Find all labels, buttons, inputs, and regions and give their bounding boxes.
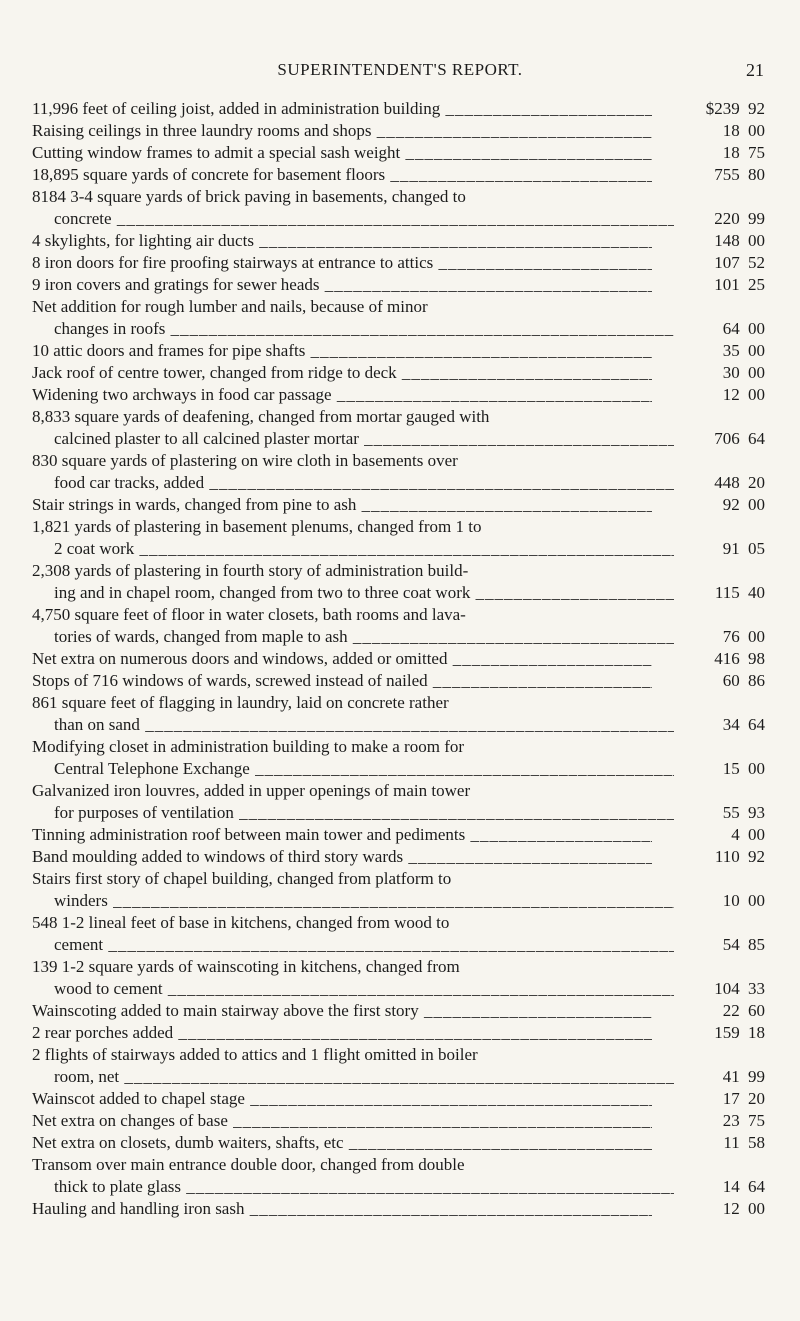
expense-entry: [32, 604, 765, 648]
entry-amount: 755 80: [714, 165, 765, 184]
entry-description-line: Raising ceilings in three laundry rooms and shops _____: [32, 120, 652, 142]
entry-amount: 54 85: [722, 935, 765, 954]
expense-entry: [32, 846, 765, 868]
expense-entry: [32, 1154, 765, 1198]
entry-description-line: for purposes of ventilation _____: [32, 802, 674, 824]
entry-amount: 11 58: [723, 1133, 765, 1152]
entry-description-line: room, net _____: [32, 1066, 674, 1088]
expense-entry: [32, 296, 765, 340]
entry-amount: 12 00: [722, 1199, 765, 1218]
expense-entry: [32, 736, 765, 780]
entry-description-line: wood to cement _____: [32, 978, 674, 1000]
entry-description-line: concrete _____: [32, 208, 674, 230]
expense-entry: [32, 362, 765, 384]
entry-description-line: Stairs first story of chapel building, changed from platform to: [32, 869, 452, 888]
entry-amount: 4 00: [731, 825, 765, 844]
expense-entry: [32, 274, 765, 296]
entry-description-line: 9 iron covers and gratings for sewer heads _____: [32, 274, 652, 296]
entry-description-line: Net addition for rough lumber and nails, because of minor: [32, 297, 428, 316]
expense-entry: [32, 230, 765, 252]
expense-entry: [32, 1132, 765, 1154]
entry-amount: 17 20: [722, 1089, 765, 1108]
entry-description-line: Tinning administration roof between main tower and pediments _____: [32, 824, 652, 846]
entry-description-line: calcined plaster to all calcined plaster mortar _____: [32, 428, 674, 450]
entry-description-line: winders _____: [32, 890, 674, 912]
entry-amount: 115 40: [714, 583, 765, 602]
entry-description-line: Net extra on numerous doors and windows, added or omitted _____: [32, 648, 652, 670]
expense-entry: [32, 142, 765, 164]
expense-entry: [32, 1110, 765, 1132]
entry-description-line: cement _____: [32, 934, 674, 956]
expense-entry: [32, 648, 765, 670]
entry-amount: 10 00: [722, 891, 765, 910]
entry-description-line: 4,750 square feet of floor in water closets, bath rooms and lava-: [32, 605, 466, 624]
running-title: SUPERINTENDENT'S REPORT.: [277, 60, 523, 79]
entry-amount: 12 00: [722, 385, 765, 404]
entry-description-line: Modifying closet in administration building to make a room for: [32, 737, 465, 756]
entry-amount: 159 18: [714, 1023, 765, 1042]
entry-description-line: Wainscot added to chapel stage _____: [32, 1088, 652, 1110]
entry-amount: 18 75: [722, 143, 765, 162]
entry-description-line: 18,895 square yards of concrete for basement floors _____: [32, 164, 652, 186]
entry-description-line: changes in roofs _____: [32, 318, 674, 340]
entry-amount: 30 00: [722, 363, 765, 382]
entry-description-line: Band moulding added to windows of third story wards _____: [32, 846, 652, 868]
entry-description-line: 2 rear porches added _____: [32, 1022, 652, 1044]
entry-description-line: Wainscoting added to main stairway above the first story _____: [32, 1000, 652, 1022]
entry-description-line: Stops of 716 windows of wards, screwed instead of nailed _____: [32, 670, 652, 692]
expense-list: [32, 98, 765, 1220]
expense-entry: [32, 252, 765, 274]
entry-amount: 110 92: [714, 847, 765, 866]
entry-amount: 35 00: [722, 341, 765, 360]
entry-description-line: 830 square yards of plastering on wire cloth in basements over: [32, 451, 458, 470]
expense-entry: [32, 1044, 765, 1088]
entry-description-line: Stair strings in wards, changed from pine to ash _____: [32, 494, 652, 516]
expense-entry: [32, 780, 765, 824]
entry-description-line: Galvanized iron louvres, added in upper openings of main tower: [32, 781, 471, 800]
expense-entry: [32, 670, 765, 692]
entry-amount: 92 00: [722, 495, 765, 514]
expense-entry: [32, 1022, 765, 1044]
expense-entry: [32, 824, 765, 846]
entry-description-line: Central Telephone Exchange _____: [32, 758, 674, 780]
expense-entry: [32, 1198, 765, 1220]
page-number: 21: [746, 60, 764, 80]
entry-description-line: food car tracks, added _____: [32, 472, 674, 494]
expense-entry: [32, 120, 765, 142]
expense-entry: [32, 406, 765, 450]
entry-description-line: 11,996 feet of ceiling joist, added in administration building _____: [32, 98, 652, 120]
entry-amount: 41 99: [722, 1067, 765, 1086]
entry-amount: $239 92: [705, 99, 765, 118]
entry-amount: 23 75: [722, 1111, 765, 1130]
expense-entry: [32, 384, 765, 406]
entry-amount: 107 52: [714, 253, 765, 272]
expense-entry: [32, 868, 765, 912]
entry-description-line: ing and in chapel room, changed from two to three coat work _____: [32, 582, 674, 604]
entry-description-line: Hauling and handling iron sash _____: [32, 1198, 652, 1220]
entry-description-line: 2 flights of stairways added to attics and 1 flight omitted in boiler: [32, 1045, 478, 1064]
entry-description-line: Transom over main entrance double door, changed from double: [32, 1155, 465, 1174]
entry-amount: 448 20: [714, 473, 765, 492]
expense-entry: [32, 98, 765, 120]
expense-entry: [32, 516, 765, 560]
entry-description-line: 8184 3-4 square yards of brick paving in basements, changed to: [32, 187, 466, 206]
entry-description-line: Net extra on closets, dumb waiters, shafts, etc _____: [32, 1132, 652, 1154]
entry-amount: 34 64: [722, 715, 765, 734]
entry-amount: 18 00: [722, 121, 765, 140]
expense-entry: [32, 186, 765, 230]
entry-description-line: 1,821 yards of plastering in basement plenums, changed from 1 to: [32, 517, 482, 536]
entry-description-line: 139 1-2 square yards of wainscoting in kitchens, changed from: [32, 957, 460, 976]
expense-entry: [32, 340, 765, 362]
entry-amount: 101 25: [714, 275, 765, 294]
expense-entry: [32, 164, 765, 186]
entry-description-line: 4 skylights, for lighting air ducts _____: [32, 230, 652, 252]
entry-amount: 64 00: [722, 319, 765, 338]
entry-description-line: tories of wards, changed from maple to ash _____: [32, 626, 674, 648]
entry-description-line: 10 attic doors and frames for pipe shafts _____: [32, 340, 652, 362]
entry-description-line: Jack roof of centre tower, changed from ridge to deck _____: [32, 362, 652, 384]
expense-entry: [32, 692, 765, 736]
entry-description-line: 8 iron doors for fire proofing stairways at entrance to attics _____: [32, 252, 652, 274]
entry-amount: 91 05: [722, 539, 765, 558]
entry-description-line: 2,308 yards of plastering in fourth story of administration build-: [32, 561, 469, 580]
entry-amount: 55 93: [722, 803, 765, 822]
entry-amount: 104 33: [714, 979, 765, 998]
entry-description-line: Cutting window frames to admit a special sash weight _____: [32, 142, 652, 164]
entry-amount: 14 64: [722, 1177, 765, 1196]
entry-amount: 148 00: [714, 231, 765, 250]
entry-description-line: than on sand _____: [32, 714, 674, 736]
expense-entry: [32, 560, 765, 604]
entry-description-line: Net extra on changes of base _____: [32, 1110, 652, 1132]
entry-amount: 60 86: [722, 671, 765, 690]
entry-amount: 416 98: [714, 649, 765, 668]
expense-entry: [32, 956, 765, 1000]
expense-entry: [32, 1088, 765, 1110]
expense-entry: [32, 912, 765, 956]
entry-description-line: thick to plate glass _____: [32, 1176, 674, 1198]
entry-amount: 15 00: [722, 759, 765, 778]
entry-description-line: 8,833 square yards of deafening, changed from mortar gauged with: [32, 407, 490, 426]
entry-description-line: 2 coat work _____: [32, 538, 674, 560]
entry-description-line: Widening two archways in food car passage _____: [32, 384, 652, 406]
entry-amount: 220 99: [714, 209, 765, 228]
expense-entry: [32, 450, 765, 494]
entry-amount: 22 60: [722, 1001, 765, 1020]
expense-entry: [32, 1000, 765, 1022]
expense-entry: [32, 494, 765, 516]
entry-amount: 76 00: [722, 627, 765, 646]
entry-description-line: 548 1-2 lineal feet of base in kitchens, changed from wood to: [32, 913, 450, 932]
entry-amount: 706 64: [714, 429, 765, 448]
page-header: [0, 60, 800, 84]
entry-description-line: 861 square feet of flagging in laundry, laid on concrete rather: [32, 693, 449, 712]
